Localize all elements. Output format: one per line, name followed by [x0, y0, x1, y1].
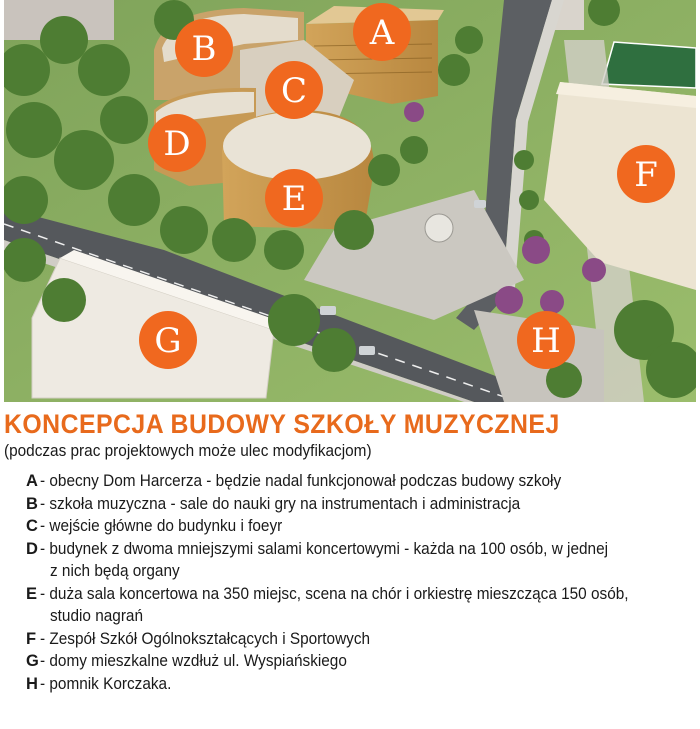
legend-text-continued: studio nagrań	[50, 607, 143, 625]
marker-b	[175, 19, 233, 77]
legend-key: C	[26, 517, 38, 535]
caption	[4, 408, 696, 695]
marker-c-label: C	[280, 71, 308, 111]
legend-text: - Zespół Szkół Ogólnokształcących i Sportowych	[40, 629, 371, 648]
legend-item-h	[26, 673, 696, 696]
legend-text: - pomnik Korczaka.	[40, 674, 172, 693]
sports-field	[602, 42, 696, 88]
legend-text: - wejście główne do budynku i foeyr	[40, 517, 283, 535]
legend-item-f	[26, 628, 696, 651]
aerial-illustration	[4, 0, 696, 402]
marker-e	[265, 169, 323, 227]
marker-c	[265, 61, 323, 119]
legend-text-continued: z nich będą organy	[50, 562, 180, 580]
legend-text: - obecny Dom Harcerza - będzie nadal funkcjonował podczas budowy szkoły	[40, 472, 562, 490]
legend-key: F	[26, 629, 37, 648]
marker-e-label: E	[281, 179, 307, 219]
subtitle: (podczas prac projektowych może ulec modyfikacjom)	[4, 442, 372, 460]
legend-item-e-continuation	[26, 605, 696, 628]
site-plan-rendering	[4, 0, 696, 402]
legend-item-d	[26, 538, 696, 561]
legend-item-e	[26, 583, 696, 606]
legend-item-b	[26, 493, 696, 516]
legend-key: H	[26, 674, 38, 693]
marker-h-label: H	[531, 321, 561, 361]
fountain	[425, 214, 453, 242]
marker-b-label: B	[191, 29, 217, 69]
legend-item-d-continuation	[26, 560, 696, 583]
page-title: KONCEPCJA BUDOWY SZKOŁY MUZYCZNEJ	[4, 409, 560, 439]
legend-text: - duża sala koncertowa na 350 miejsc, scena na chór i orkiestrę mieszcząca 150 osób,	[40, 584, 629, 603]
marker-a	[353, 3, 411, 61]
legend-item-c	[26, 515, 696, 538]
marker-d	[148, 114, 206, 172]
marker-f	[617, 145, 675, 203]
marker-g	[139, 311, 197, 369]
marker-f-label: F	[634, 155, 658, 195]
legend-key: A	[26, 472, 38, 490]
legend-key: G	[26, 652, 39, 670]
legend-key: B	[26, 494, 38, 513]
legend-text: - domy mieszkalne wzdłuż ul. Wyspiańskiego	[40, 652, 347, 670]
marker-g-label: G	[154, 321, 182, 361]
legend-item-g	[26, 650, 696, 673]
marker-d-label: D	[163, 124, 191, 164]
legend-text: - szkoła muzyczna - sale do nauki gry na instrumentach i administracja	[40, 494, 521, 513]
marker-h	[517, 311, 575, 369]
legend	[4, 470, 696, 695]
legend-key: E	[26, 584, 38, 603]
legend-item-a	[26, 470, 696, 493]
marker-a-label: A	[369, 13, 395, 53]
legend-key: D	[26, 539, 38, 558]
legend-text: - budynek z dwoma mniejszymi salami koncertowymi - każda na 100 osób, w jednej	[40, 539, 609, 558]
